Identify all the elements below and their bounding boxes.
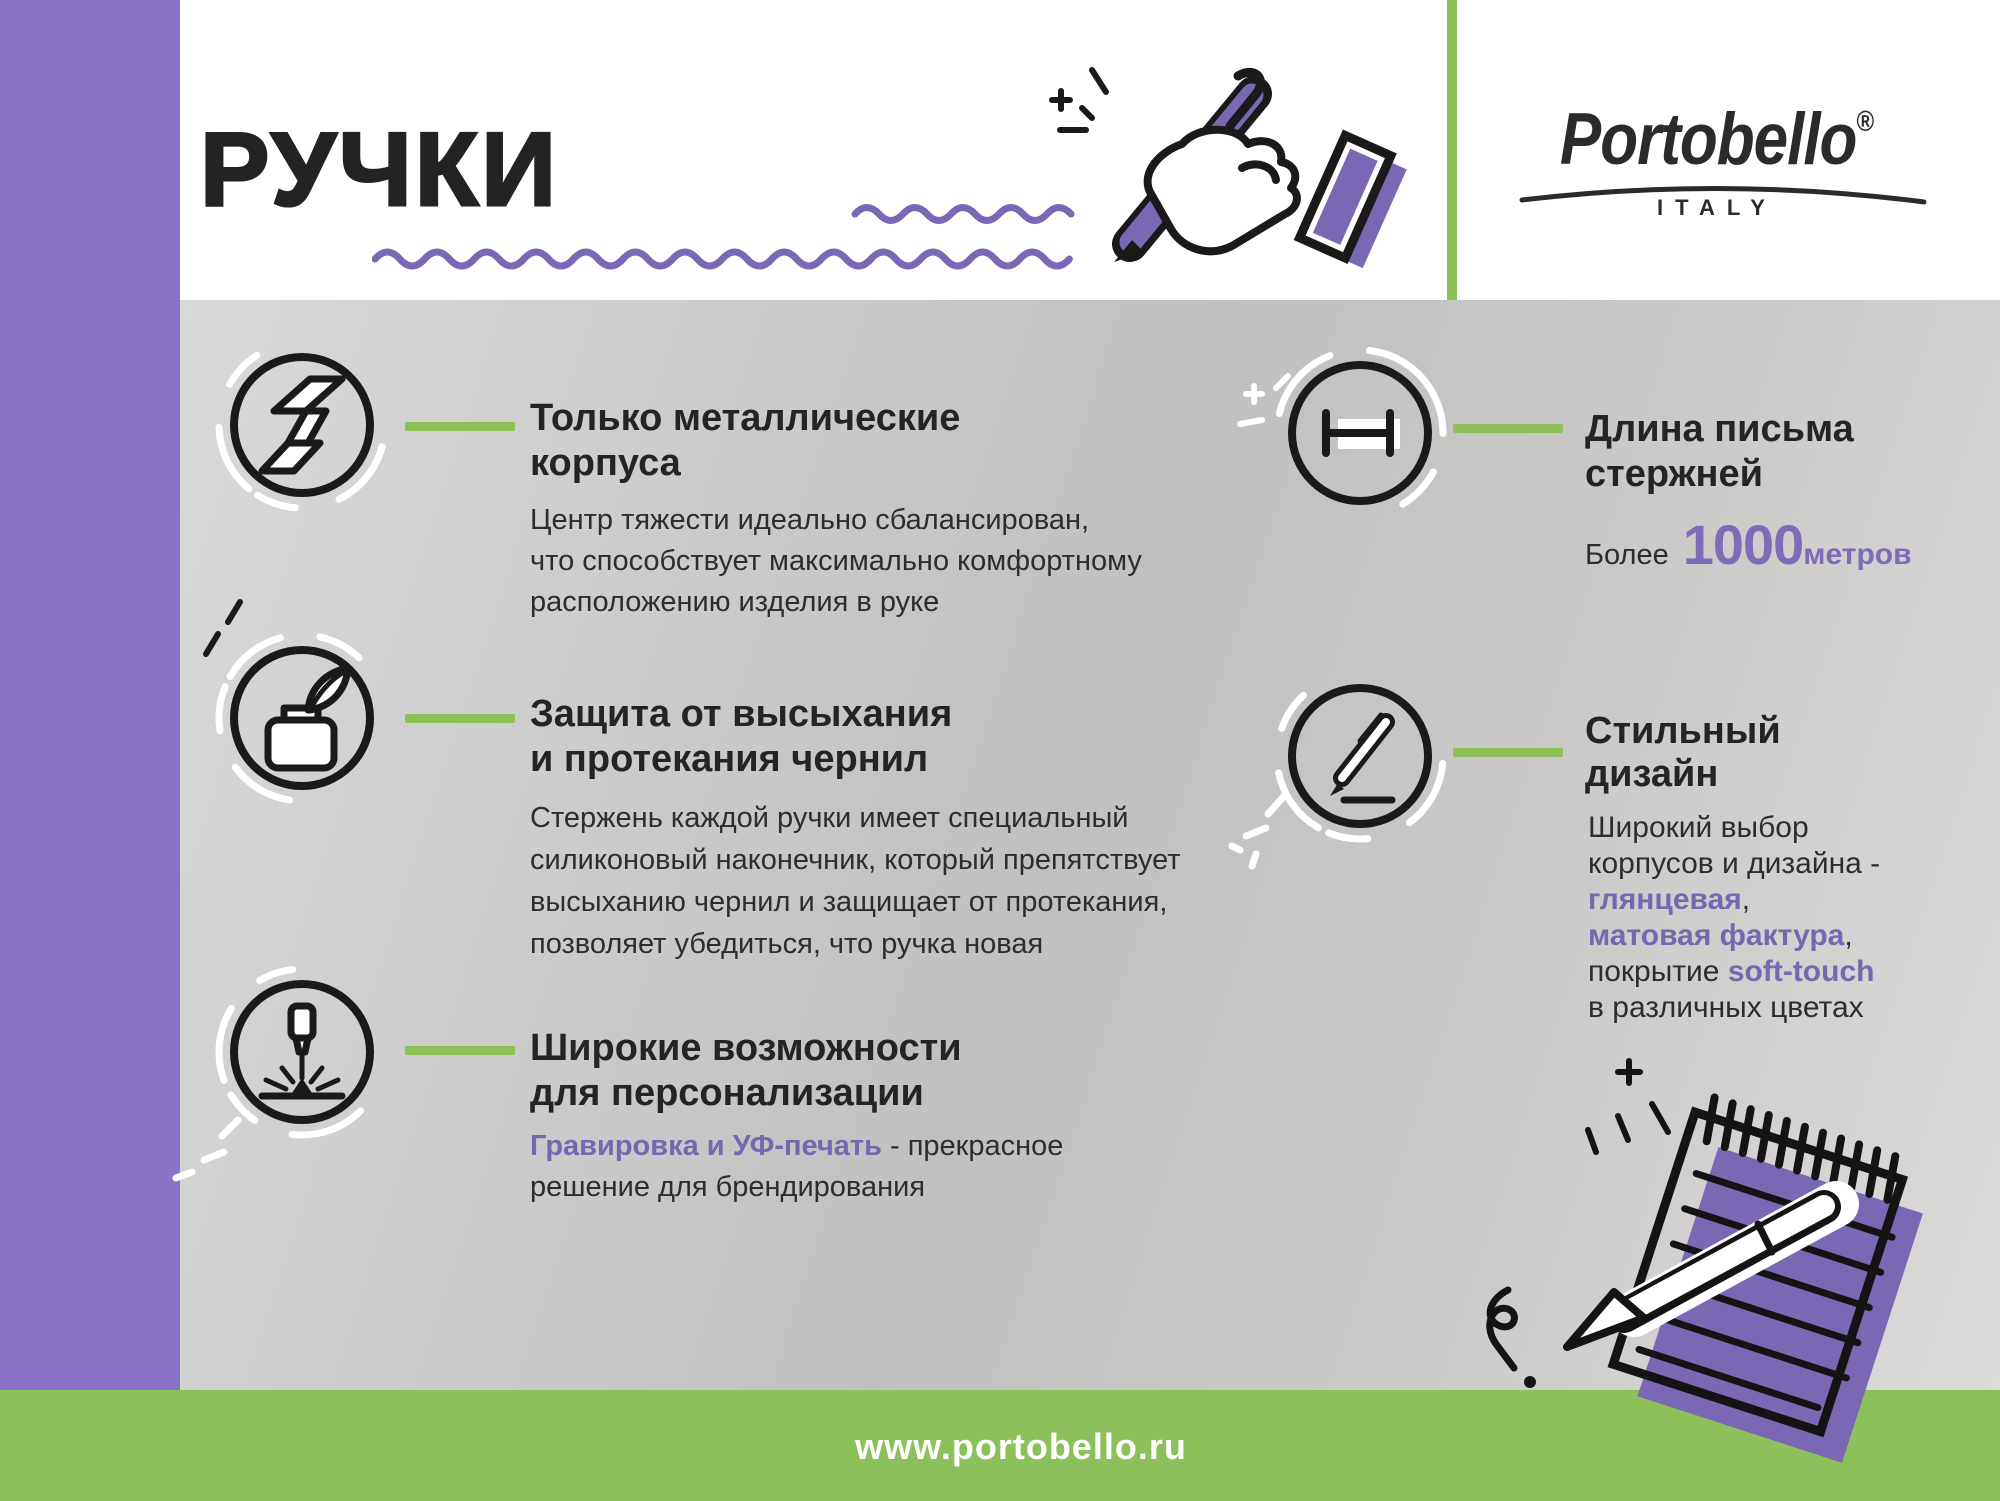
feature-title: Только металлические корпуса (530, 397, 961, 484)
page-title: РУЧКИ (200, 112, 559, 228)
registered-mark-icon: ® (1856, 106, 1875, 139)
refill-length-icon (1288, 361, 1432, 505)
highlight-text: soft-touch (1727, 955, 1875, 988)
brand-logo-country: ITALY (1657, 195, 1777, 220)
feature-title: Широкие возможности для персонализации (530, 1027, 962, 1114)
sparkle-icon (1052, 70, 1106, 130)
stylish-pen-icon (1288, 684, 1432, 828)
connector-line (405, 1046, 515, 1055)
feature-body: Широкий выбор корпусов и дизайна - глянцевая, матовая фактура, покрытие soft-touch в различных цветах (1588, 811, 1881, 1024)
highlight-text: глянцевая (1588, 883, 1742, 916)
writing-length-stat (1585, 512, 1912, 577)
stat-value: 1000 (1682, 513, 1804, 576)
highlight-text: матовая фактура (1588, 919, 1845, 952)
feature-body: Центр тяжести идеально сбалансирован, что способствует максимально комфортному расположению изделия в руке (530, 504, 1142, 618)
connector-line (405, 714, 515, 723)
logo-swoosh-icon (1518, 180, 1928, 206)
highlight-text: Гравировка и УФ-печать (530, 1130, 882, 1162)
sparkle-icon (1588, 1061, 1668, 1152)
squiggle-decoration (1490, 1290, 1515, 1368)
hand-writing-illustration (1030, 48, 1410, 283)
website-url: www.portobello.ru (855, 1426, 1187, 1467)
feature-title: Стильный дизайн (1585, 710, 1781, 795)
connector-line (405, 422, 515, 431)
wavy-lines-decoration (372, 198, 1097, 278)
brand-logo-text: Portobello® (1559, 99, 1875, 181)
header-green-divider (1447, 0, 1457, 300)
feature-body: Стержень каждой ручки имеет специальный силиконовый наконечник, который препятствует высыханию чернил и защищает от протекания, позволяет убедиться, что ручка новая (530, 802, 1181, 960)
feature-body: Гравировка и УФ-печать - прекрасное решение для брендирования (530, 1130, 1064, 1203)
laser-engraving-icon (230, 980, 374, 1124)
left-purple-sidebar (0, 0, 180, 1390)
connector-line (1453, 748, 1563, 757)
feature-title: Защита от высыхания и протекания чернил (530, 693, 953, 780)
stat-unit: метров (1803, 538, 1912, 571)
metal-beam-icon (230, 353, 374, 497)
ink-protection-icon (230, 646, 374, 790)
feature-title: Длина письма стержней (1585, 408, 1854, 495)
connector-line (1453, 424, 1563, 433)
stat-prefix: Более (1585, 539, 1669, 571)
notebook-pen-illustration (1468, 1052, 1968, 1477)
